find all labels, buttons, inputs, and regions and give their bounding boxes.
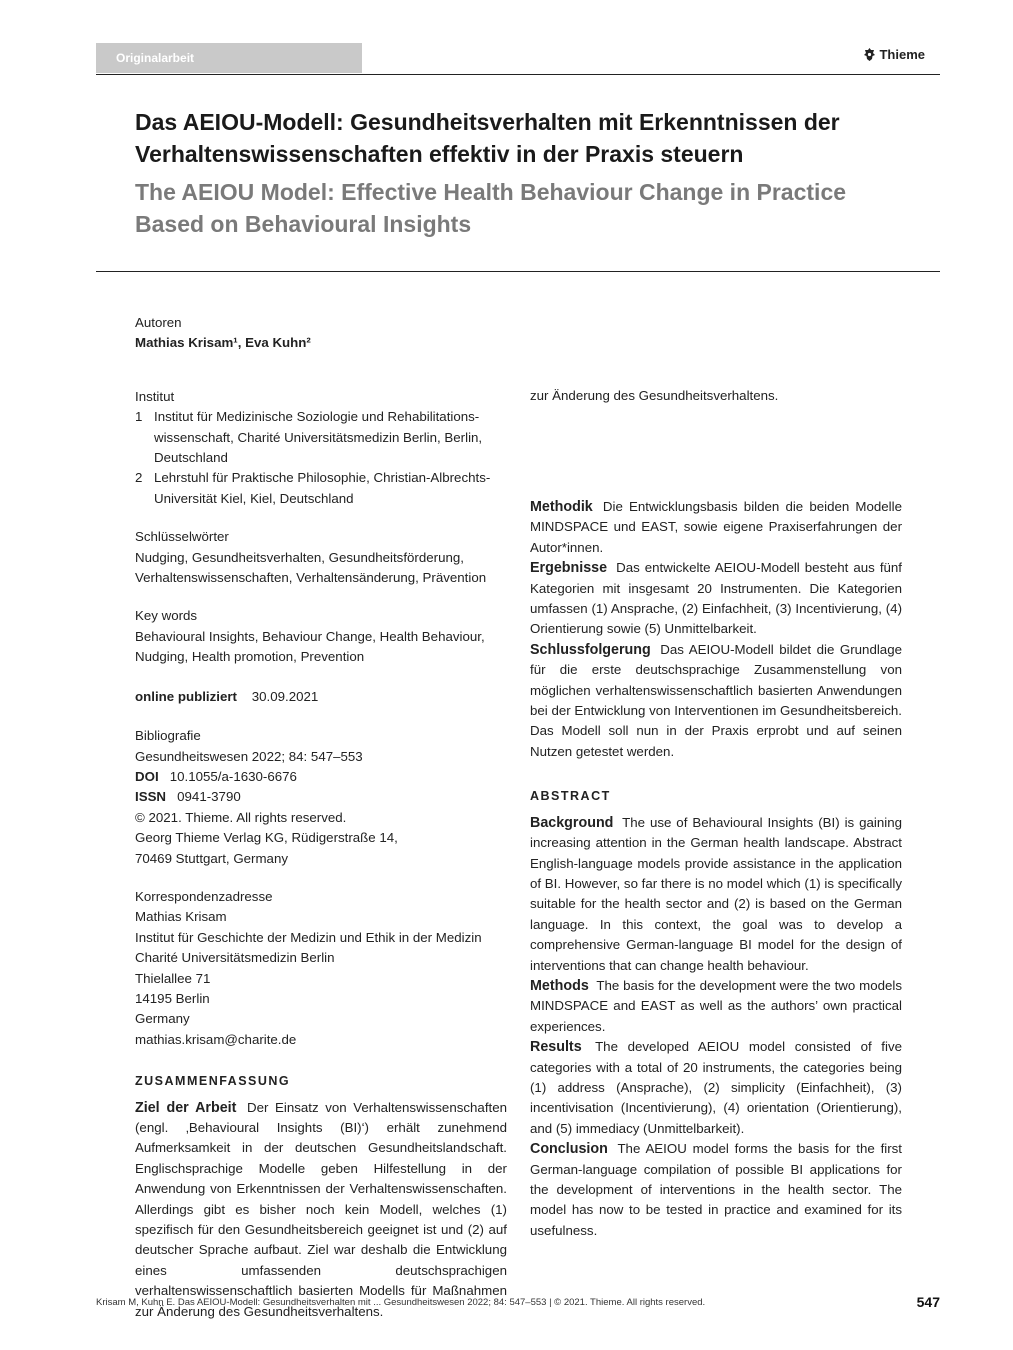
methodik-label: Methodik — [530, 499, 593, 515]
institut-label: Institut — [135, 388, 175, 404]
authors-label: Autoren — [135, 315, 182, 330]
bibliografie-line: © 2021. Thieme. All rights reserved. — [135, 809, 347, 825]
korrespondenz-label: Korrespondenzadresse — [135, 888, 273, 904]
schluesselwoerter-label: Schlüsselwörter — [135, 529, 229, 545]
doi-value: 10.1055/a-1630-6676 — [169, 768, 297, 784]
schluss-label: Schlussfolgerung — [530, 641, 651, 658]
background-paragraph — [530, 813, 902, 976]
methods-text: The basis for the development were the two models MINDSPACE and EAST as well as the authors’ own practical experiences. — [530, 977, 902, 1034]
header-rule — [96, 74, 940, 75]
bibliografie-label: Bibliografie — [135, 728, 201, 744]
thieme-crest-icon — [864, 48, 875, 61]
korrespondenz-line: Germany — [135, 1011, 190, 1027]
results-label: Results — [530, 1039, 582, 1056]
zusammenfassung-heading: ZUSAMMENFASSUNG — [135, 1074, 291, 1089]
korrespondenz-line: Charité Universitätsmedizin Berlin — [135, 950, 335, 966]
right-column — [530, 386, 902, 1250]
bibliografie-line: Georg Thieme Verlag KG, Rüdigerstraße 14, — [135, 830, 398, 846]
conclusion-label: Conclusion — [530, 1141, 608, 1158]
title-english: The AEIOU Model: Effective Health Behaviour Change in Practice Based on Behavioural Insights — [135, 179, 847, 237]
publisher-logo — [864, 47, 925, 62]
korrespondenz-line: Mathias Krisam — [135, 909, 227, 925]
results-paragraph — [530, 1037, 902, 1139]
institut-item: 2 Lehrstuhl für Praktische Philosophie, Christian-Albrechts- Universität Kiel, Kiel, Deutschland — [135, 470, 491, 506]
abstract-heading: ABSTRACT — [530, 789, 611, 804]
background-label: Background — [530, 814, 614, 831]
keywords-line: Nudging, Health promotion, Prevention — [135, 649, 365, 665]
keywords-line: Behavioural Insights, Behaviour Change, Health Behaviour, — [135, 628, 485, 644]
schluesselwoerter-line: Nudging, Gesundheitsverhalten, Gesundheitsförderung, — [135, 549, 464, 565]
schluss-paragraph — [530, 640, 902, 762]
section-tag: Originalarbeit — [96, 43, 362, 73]
korrespondenz-line: Institut für Geschichte der Medizin und Ethik in der Medizin — [135, 929, 482, 945]
schluesselwoerter-line: Verhaltenswissenschaften, Verhaltensänderung, Prävention — [135, 570, 487, 586]
korrespondenz-line: Thielallee 71 — [135, 970, 211, 986]
left-column — [135, 313, 507, 1322]
results-text: The developed AEIOU model consisted of five categories with a total of 20 instruments, the categories being (1) address (Ansprache), (2) simplicity (Einfachheit), (3) incentivisation (Incentivierung), (4) orientation (Orientierung), and (5) immediacy (Unmittelbarkeit). — [530, 1039, 902, 1136]
issn-value: 0941-3790 — [177, 789, 241, 805]
page-number: 547 — [916, 1294, 940, 1310]
institut-item: 1 Institut für Medizinische Soziologie und Rehabilitations- wissenschaft, Charité Universitätsmedizin Berlin, Berlin, Deutschland — [135, 409, 483, 466]
korrespondenz-line: 14195 Berlin — [135, 990, 210, 1006]
doi-line: DOI 10.1055/a-1630-6676 — [135, 768, 297, 784]
title-rule — [96, 271, 940, 272]
issn-line: ISSN 0941-3790 — [135, 789, 241, 805]
methodik-paragraph — [530, 497, 902, 558]
conclusion-text: The AEIOU model forms the basis for the first German-language compilation of possible BI applications for the development of interventions in the health sector. The model has now to be tested in practice and examined for its usefulness. — [530, 1141, 902, 1238]
bibliografie-line: 70469 Stuttgart, Germany — [135, 850, 288, 866]
bibliografie-journal: Gesundheitswesen 2022; 84: 547–553 — [135, 748, 363, 764]
publisher-name: Thieme — [879, 47, 925, 62]
ergebnisse-text: Das entwickelte AEIOU-Modell besteht aus fünf Kategorien mit insgesamt 20 Instrumenten. Die Kategorien umfassen (1) Ansprache, (2) Einfachheit, (3) Incentivierung, (4) Orientierung sowie (5) Unmittelbarkeit. — [530, 560, 902, 637]
footer-reference: Krisam M, Kuhn E. Das AEIOU-Modell: Gesundheitsverhalten mit ... Gesundheitswesen 2022; 84: 547–553 | © 2021. Thieme. All rights reserved. — [96, 1297, 706, 1308]
keywords-label: Key words — [135, 608, 198, 624]
ziel-label: Ziel der Arbeit — [135, 1099, 237, 1116]
ziel-paragraph — [135, 1098, 507, 1322]
online-published — [135, 687, 507, 707]
ziel-continued: zur Änderung des Gesundheitsverhaltens. — [530, 388, 779, 404]
methods-paragraph — [530, 976, 902, 1037]
methodik-text: Die Entwicklungsbasis bilden die beiden Modelle MINDSPACE und EAST, sowie eigene Praxiserfahrungen der Autor*innen. — [530, 499, 902, 555]
conclusion-paragraph — [530, 1139, 902, 1241]
schluss-text: Das AEIOU-Modell bildet die Grundlage für die erste deutschsprachige Zusammenstellung von möglichen verhaltenswissenschaftlich basierten Anwendungen bei der Entwicklung von Interventionen im Gesundheitsbereich. Das Modell soll nun in der Praxis erprobt und auf seinen Nutzen getestet werden. — [530, 641, 902, 759]
ergebnisse-label: Ergebnisse — [530, 560, 608, 577]
korrespondenz-email[interactable]: mathias.krisam@charite.de — [135, 1031, 297, 1047]
online-date: 30.09.2021 — [251, 688, 319, 704]
authors-names: Mathias Krisam¹, Eva Kuhn² — [135, 335, 311, 351]
title-german: Das AEIOU-Modell: Gesundheitsverhalten mit Erkenntnissen der Verhaltenswissenschaften effektiv in der Praxis steuern — [135, 109, 840, 167]
online-label: online publiziert — [135, 688, 237, 704]
background-text: The use of Behavioural Insights (BI) is gaining increasing attention in the German health landscape. Abstract English-language models provide assistance in the application of BI. However, so far there is no model which (1) is specifically suitable for the health sector and (2) is based on the German language. In this context, the goal was to develop a comprehensive German-language BI model for the design of interventions that can change health behaviour. — [530, 814, 902, 973]
methods-label: Methods — [530, 977, 589, 994]
ziel-text: Der Einsatz von Verhaltenswissenschaften (engl. ‚Behavioural Insights (BI)‘) erhält zunehmend Aufmerksamkeit in der deutschen Gesundheitslandschaft. Englischsprachige Modelle geben Hilfestellung in der Anwendung von Erkenntnissen der Verhaltenswissenschaften. Allerdings gibt es bisher noch kein Modell, welches (1) spezifisch für den Gesundheitsbereich geeignet ist und (2) auf deutscher Sprache aufbaut. Ziel war deshalb die Entwicklung eines umfassenden deutschsprachigen verhaltenswissenschaftlich basierten Modells für Maßnahmen zur Änderung des Gesundheitsverhaltens. — [135, 1099, 507, 1319]
ergebnisse-paragraph — [530, 558, 902, 640]
